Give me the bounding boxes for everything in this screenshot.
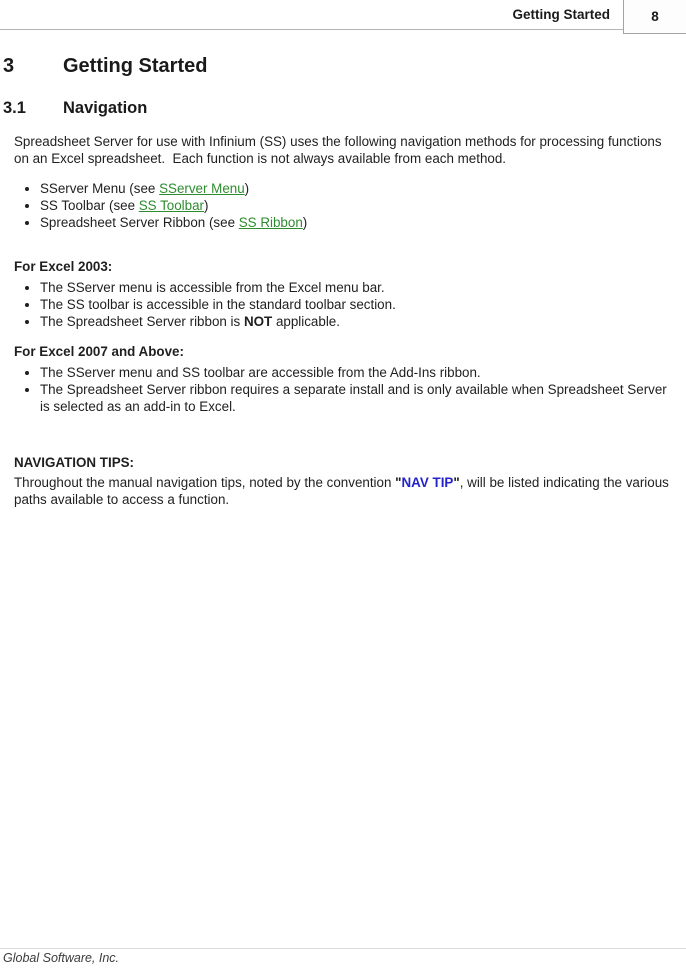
ss-ribbon-link[interactable]: SS Ribbon (238, 215, 303, 230)
nav-tips-heading: NAVIGATION TIPS: (14, 455, 135, 470)
list-item: • The Spreadsheet Server ribbon requires a separate install and is only available when Spreadsheet Server is selected as an add-in to Excel. (40, 381, 676, 415)
excel2003-heading: For Excel 2003: (14, 259, 113, 274)
section-number: 3 (3, 55, 15, 77)
subsection-heading (3, 98, 686, 118)
nav-tips-paragraph: Throughout the manual navigation tips, noted by the convention "NAV TIP", will be listed indicating the various paths available to access a function. (14, 475, 669, 507)
list-item: • The SS toolbar is accessible in the standard toolbar section. (40, 296, 676, 313)
nav-tip-term: NAV TIP (401, 475, 454, 490)
excel2007-heading: For Excel 2007 and Above: (14, 344, 184, 359)
nav-methods-list (14, 180, 676, 231)
subsection-number: 3.1 (3, 99, 26, 117)
list-item: • SS Toolbar (see SS Toolbar) (40, 197, 676, 214)
list-item: • SServer Menu (see SServer Menu) (40, 180, 676, 197)
page-number: 8 (651, 9, 659, 24)
excel2003-list (14, 279, 676, 330)
intro-paragraph: Spreadsheet Server for use with Infinium (SS) uses the following navigation methods for processing functions on an Excel spreadsheet. Each function is not always available from each method. (14, 134, 666, 166)
sserver-menu-link[interactable]: SServer Menu (159, 181, 245, 196)
page-number-box (623, 0, 686, 34)
list-item: • The SServer menu and SS toolbar are accessible from the Add-Ins ribbon. (40, 364, 676, 381)
list-item: • Spreadsheet Server Ribbon (see SS Ribbon) (40, 214, 676, 231)
excel2007-list (14, 364, 676, 415)
ss-toolbar-link[interactable]: SS Toolbar (138, 198, 205, 213)
footer-company: Global Software, Inc. (3, 951, 120, 965)
list-item: • The Spreadsheet Server ribbon is NOT applicable. (40, 313, 676, 330)
header-rule (0, 29, 686, 30)
list-item: • The SServer menu is accessible from the Excel menu bar. (40, 279, 676, 296)
section-heading (3, 55, 686, 78)
page-content (0, 55, 686, 508)
header-title: Getting Started (512, 7, 610, 22)
subsection-title: Navigation (63, 99, 148, 117)
footer-rule (0, 948, 686, 949)
not-emphasis: NOT (243, 314, 273, 329)
section-title: Getting Started (63, 55, 208, 77)
